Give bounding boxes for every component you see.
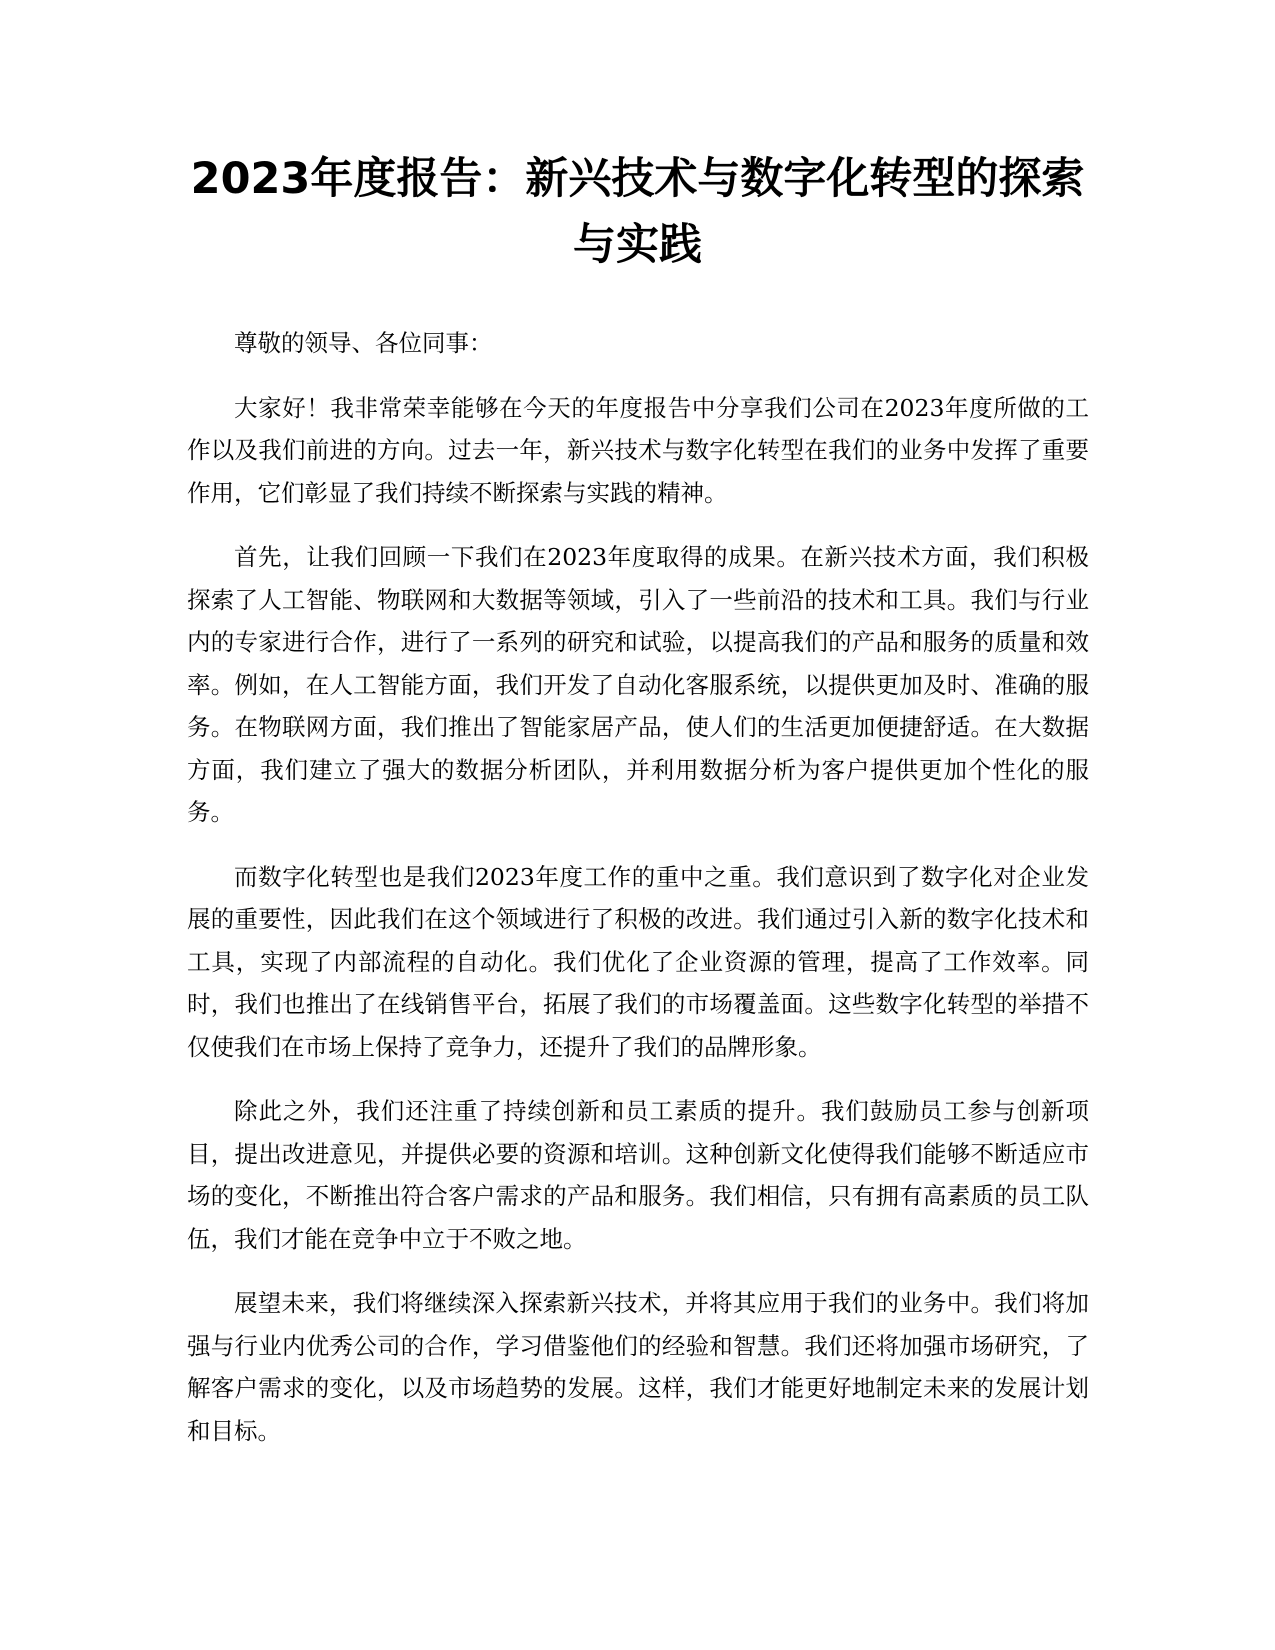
paragraph-digital-transformation: 而数字化转型也是我们2023年度工作的重中之重。我们意识到了数字化对企业发展的重要性，因此我们在这个领域进行了积极的改进。我们通过引入新的数字化技术和工具，实现了内部流程的自动化。我们优化了企业资源的管理，提高了工作效率。同时，我们也推出了在线销售平台，拓展了我们的市场覆盖面。这些数字化转型的举措不仅使我们在市场上保持了竞争力，还提升了我们的品牌形象。 (187, 862, 1089, 1061)
paragraph-outlook: 展望未来，我们将继续深入探索新兴技术，并将其应用于我们的业务中。我们将加强与行业内优秀公司的合作，学习借鉴他们的经验和智慧。我们还将加强市场研究，了解客户需求的变化，以及市场趋势的发展。这样，我们才能更好地制定未来的发展计划和目标。 (187, 1289, 1089, 1445)
paragraph-innovation: 除此之外，我们还注重了持续创新和员工素质的提升。我们鼓励员工参与创新项目，提出改进意见，并提供必要的资源和培训。这种创新文化使得我们能够不断适应市场的变化，不断推出符合客户需求的产品和服务。我们相信，只有拥有高素质的员工队伍，我们才能在竞争中立于不败之地。 (187, 1097, 1089, 1253)
paragraph-achievements: 首先，让我们回顾一下我们在2023年度取得的成果。在新兴技术方面，我们积极探索了人工智能、物联网和大数据等领域，引入了一些前沿的技术和工具。我们与行业内的专家进行合作，进行了一系列的研究和试验，以提高我们的产品和服务的质量和效率。例如，在人工智能方面，我们开发了自动化客服系统，以提供更加及时、准确的服务。在物联网方面，我们推出了智能家居产品，使人们的生活更加便捷舒适。在大数据方面，我们建立了强大的数据分析团队，并利用数据分析为客户提供更加个性化的服务。 (187, 543, 1089, 826)
document-body (187, 322, 1089, 1474)
salutation: 尊敬的领导、各位同事： (234, 329, 493, 357)
document-title: 2023年度报告：新兴技术与数字化转型的探索与实践 (190, 154, 1085, 270)
paragraph-greeting: 大家好！我非常荣幸能够在今天的年度报告中分享我们公司在2023年度所做的工作以及我们前进的方向。过去一年，新兴技术与数字化转型在我们的业务中发挥了重要作用，它们彰显了我们持续不断探索与实践的精神。 (187, 393, 1089, 507)
